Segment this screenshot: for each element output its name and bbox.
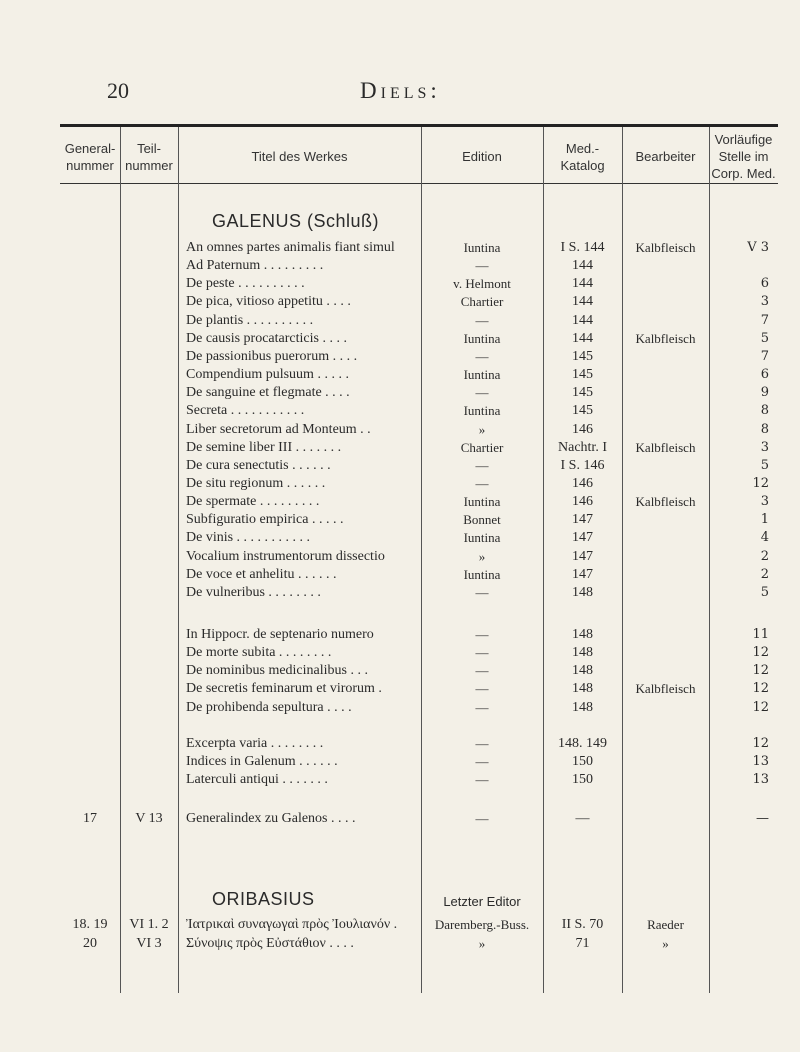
table-row-title: De voce et anhelitu . . . . . . bbox=[186, 566, 337, 582]
table-row-katalog: 147 bbox=[572, 548, 593, 564]
oribasius-row-general: 18. 19 bbox=[72, 917, 108, 932]
table-row-edition: Iuntina bbox=[463, 240, 501, 255]
table-row-stelle: 6 bbox=[760, 367, 769, 383]
table-row-katalog: 148 bbox=[572, 699, 593, 715]
table-row-katalog: 146 bbox=[572, 421, 593, 437]
table-row-stelle: 9 bbox=[760, 385, 769, 401]
generalindex-katalog: — bbox=[575, 811, 590, 826]
oribasius-row-general: 20 bbox=[83, 936, 97, 951]
table-row-katalog: 145 bbox=[572, 367, 593, 383]
table-row-katalog: 145 bbox=[572, 385, 593, 401]
table-row-bearbeiter: Kalbfleisch bbox=[635, 439, 696, 455]
table-row-edition: — bbox=[475, 772, 489, 788]
table-row-stelle: 3 bbox=[760, 294, 769, 310]
table-row-title: De vinis . . . . . . . . . . . bbox=[186, 530, 311, 546]
table-row-title: De morte subita . . . . . . . . bbox=[186, 645, 332, 661]
table-row-title: De situ regionum . . . . . . bbox=[186, 475, 326, 491]
table-row-title: De vulneribus . . . . . . . . bbox=[186, 584, 321, 600]
generalindex-stelle: — bbox=[756, 811, 769, 826]
table-row-stelle: 3 bbox=[760, 439, 769, 455]
page-number: 20 bbox=[107, 78, 129, 103]
table-row-stelle: 12 bbox=[752, 681, 769, 697]
table-row-katalog: 144 bbox=[572, 258, 593, 274]
table-row-edition: — bbox=[475, 258, 489, 274]
table-row-stelle: 13 bbox=[752, 754, 769, 770]
header-teil-nummer: Teil- nummer bbox=[125, 140, 173, 173]
header-general-nummer: General- nummer bbox=[64, 140, 116, 173]
oribasius-row-bearbeiter: » bbox=[662, 936, 669, 951]
table-row-stelle: 6 bbox=[760, 276, 769, 292]
table-row-stelle: 11 bbox=[752, 627, 769, 642]
table-row-edition: Iuntina bbox=[463, 367, 501, 383]
table-row-edition: — bbox=[475, 457, 489, 473]
section-heading-galenus: GALENUS (Schluß) bbox=[212, 211, 380, 231]
table-row-edition: Iuntina bbox=[463, 403, 501, 419]
table-row-katalog: Nachtr. I bbox=[558, 439, 607, 455]
table-row-katalog: I S. 144 bbox=[560, 240, 605, 255]
table-row-title: Ad Paternum . . . . . . . . . bbox=[186, 258, 324, 274]
table-row-edition: v. Helmont bbox=[453, 276, 511, 292]
table-row-katalog: 147 bbox=[572, 566, 593, 582]
table-row-katalog: 150 bbox=[572, 754, 593, 770]
table-row-katalog: 150 bbox=[572, 772, 593, 788]
table-row-title: De sanguine et flegmate . . . . bbox=[186, 385, 350, 401]
table-top-rule bbox=[60, 124, 778, 127]
oribasius-row-edition: » bbox=[478, 936, 486, 951]
table-row-title: De nominibus medicinalibus . . . bbox=[186, 663, 368, 679]
table-row-title: De cura senectutis . . . . . . bbox=[186, 457, 331, 473]
header-bottom-rule bbox=[60, 183, 778, 184]
running-title: Diels: bbox=[360, 78, 441, 103]
table-row-title: Excerpta varia . . . . . . . . bbox=[186, 736, 324, 751]
table-row-katalog: 147 bbox=[572, 530, 593, 546]
table-row-title: De peste . . . . . . . . . . bbox=[186, 276, 305, 292]
table-row-title: Secreta . . . . . . . . . . . bbox=[186, 403, 305, 419]
table-row-title: Compendium pulsuum . . . . . bbox=[186, 367, 349, 383]
table-row-stelle: 3 bbox=[760, 494, 769, 510]
table-row-katalog: 147 bbox=[572, 512, 593, 528]
page-header bbox=[0, 78, 800, 108]
header-bearbeiter: Bearbeiter bbox=[635, 149, 696, 164]
table-row-stelle: 12 bbox=[752, 663, 769, 679]
table-row-title: De secretis feminarum et virorum . bbox=[186, 681, 382, 697]
table-row-edition: — bbox=[475, 475, 489, 491]
section-heading-oribasius: ORIBASIUS bbox=[212, 889, 315, 909]
table-row-edition: — bbox=[475, 584, 489, 600]
table-row-title: De pica, vitioso appetitu . . . . bbox=[186, 294, 351, 310]
header-titel: Titel des Werkes bbox=[251, 149, 348, 164]
oribasius-row-title: Σύνοψις πρὸς Εὐστάθιον . . . . bbox=[186, 936, 354, 951]
table-row-katalog: 148 bbox=[572, 663, 593, 679]
table-row-edition: — bbox=[475, 627, 489, 642]
table-row-edition: — bbox=[475, 348, 489, 364]
generalindex-general: 17 bbox=[83, 811, 97, 826]
table-row-title: De passionibus puerorum . . . . bbox=[186, 348, 358, 364]
table-row-katalog: 144 bbox=[572, 276, 593, 292]
table-row-stelle: 7 bbox=[760, 348, 769, 364]
oribasius-row-title: Ἰατρικαὶ συναγωγαὶ πρὸς Ἰουλιανόν . bbox=[186, 917, 398, 932]
oribasius-row-katalog: 71 bbox=[575, 936, 590, 951]
table-row-edition: » bbox=[478, 421, 486, 437]
table-row-bearbeiter: Kalbfleisch bbox=[635, 681, 696, 697]
table-row-katalog: 148. 149 bbox=[558, 736, 607, 751]
table-row-title: Subfiguratio empirica . . . . . bbox=[186, 512, 344, 528]
table-row-title: Indices in Galenum . . . . . . bbox=[186, 754, 338, 770]
table-row-katalog: 144 bbox=[572, 330, 593, 346]
table-row-bearbeiter: Kalbfleisch bbox=[635, 330, 696, 346]
generalindex-edition: — bbox=[475, 811, 489, 826]
table-row-title: Liber secretorum ad Monteum . . bbox=[186, 421, 371, 437]
table-row-title: Vocalium instrumentorum dissectio bbox=[186, 548, 385, 564]
oribasius-row-teil: VI 1. 2 bbox=[129, 917, 169, 932]
table-row-edition: Iuntina bbox=[463, 494, 501, 510]
table-row-title: In Hippocr. de septenario numero bbox=[186, 627, 374, 642]
generalindex-teil: V 13 bbox=[135, 811, 163, 826]
table-row-edition: » bbox=[478, 548, 486, 564]
table-row-title: Laterculi antiqui . . . . . . . bbox=[186, 772, 328, 788]
table-row-stelle: 13 bbox=[752, 772, 769, 788]
table-row-stelle: 2 bbox=[760, 566, 769, 582]
table-row-edition: Chartier bbox=[460, 294, 504, 310]
table-row-katalog: 144 bbox=[572, 294, 593, 310]
table-row-title: De spermate . . . . . . . . . bbox=[186, 494, 320, 510]
table-row-katalog: 148 bbox=[572, 645, 593, 661]
header-katalog: Med.- Katalog bbox=[560, 140, 605, 173]
table-row-stelle: V 3 bbox=[747, 240, 769, 255]
generalindex-title: Generalindex zu Galenos . . . . bbox=[186, 811, 356, 826]
table-row-edition: — bbox=[475, 645, 489, 661]
table-row-edition: Chartier bbox=[460, 439, 504, 455]
column-divider bbox=[120, 127, 121, 993]
table-row-stelle: 5 bbox=[760, 457, 769, 473]
table-row-edition: — bbox=[475, 385, 489, 401]
table-row-stelle: 5 bbox=[760, 330, 769, 346]
table-row-stelle: 2 bbox=[760, 548, 769, 564]
table-row-stelle: 12 bbox=[752, 475, 769, 491]
editor-heading: Letzter Editor bbox=[443, 894, 521, 909]
oribasius-row-bearbeiter: Raeder bbox=[647, 917, 684, 932]
table-row-stelle: 8 bbox=[760, 403, 769, 419]
table-row-title: An omnes partes animalis fiant simul bbox=[186, 240, 395, 255]
table-row-edition: Iuntina bbox=[463, 330, 501, 346]
table-row-katalog: I S. 146 bbox=[560, 457, 605, 473]
header-edition: Edition bbox=[462, 149, 502, 164]
table-row-stelle: 12 bbox=[752, 699, 769, 715]
table-row-edition: — bbox=[475, 663, 489, 679]
table-row-katalog: 148 bbox=[572, 584, 593, 600]
table-row-katalog: 148 bbox=[572, 627, 593, 642]
table-row-edition: — bbox=[475, 681, 489, 697]
table-row-edition: — bbox=[475, 312, 489, 328]
table-row-bearbeiter: Kalbfleisch bbox=[635, 494, 696, 510]
table-row-edition: — bbox=[475, 736, 489, 751]
table-row-katalog: 145 bbox=[572, 403, 593, 419]
header-stelle: Vorläufige Stelle im Corp. Med. bbox=[711, 132, 776, 181]
table-row-katalog: 146 bbox=[572, 494, 593, 510]
table-row-stelle: 5 bbox=[760, 584, 769, 600]
table-row-edition: Bonnet bbox=[463, 512, 501, 528]
table-row-stelle: 7 bbox=[760, 312, 769, 328]
table-row-edition: — bbox=[475, 699, 489, 715]
table-row-stelle: 12 bbox=[752, 736, 769, 751]
table-row-katalog: 145 bbox=[572, 348, 593, 364]
table-row-katalog: 146 bbox=[572, 475, 593, 491]
table-row-title: De semine liber III . . . . . . . bbox=[186, 439, 342, 455]
table-row-katalog: 148 bbox=[572, 681, 593, 697]
oribasius-row-edition: Daremberg.-Buss. bbox=[434, 917, 530, 932]
table-row-edition: Iuntina bbox=[463, 566, 501, 582]
table-row-stelle: 12 bbox=[752, 645, 769, 661]
oribasius-row-katalog: II S. 70 bbox=[561, 917, 604, 932]
table-row-edition: Iuntina bbox=[463, 530, 501, 546]
table-row-title: De prohibenda sepultura . . . . bbox=[186, 699, 352, 715]
table-row-title: De causis procatarcticis . . . . bbox=[186, 330, 347, 346]
column-divider bbox=[178, 127, 179, 993]
table-row-title: De plantis . . . . . . . . . . bbox=[186, 312, 314, 328]
table-row-stelle: 1 bbox=[760, 512, 769, 528]
table-row-stelle: 4 bbox=[760, 530, 769, 546]
oribasius-row-teil: VI 3 bbox=[136, 936, 162, 951]
table-row-stelle: 8 bbox=[760, 421, 769, 437]
table-row-bearbeiter: Kalbfleisch bbox=[635, 240, 696, 255]
table-row-katalog: 144 bbox=[572, 312, 593, 328]
table-row-edition: — bbox=[475, 754, 489, 770]
